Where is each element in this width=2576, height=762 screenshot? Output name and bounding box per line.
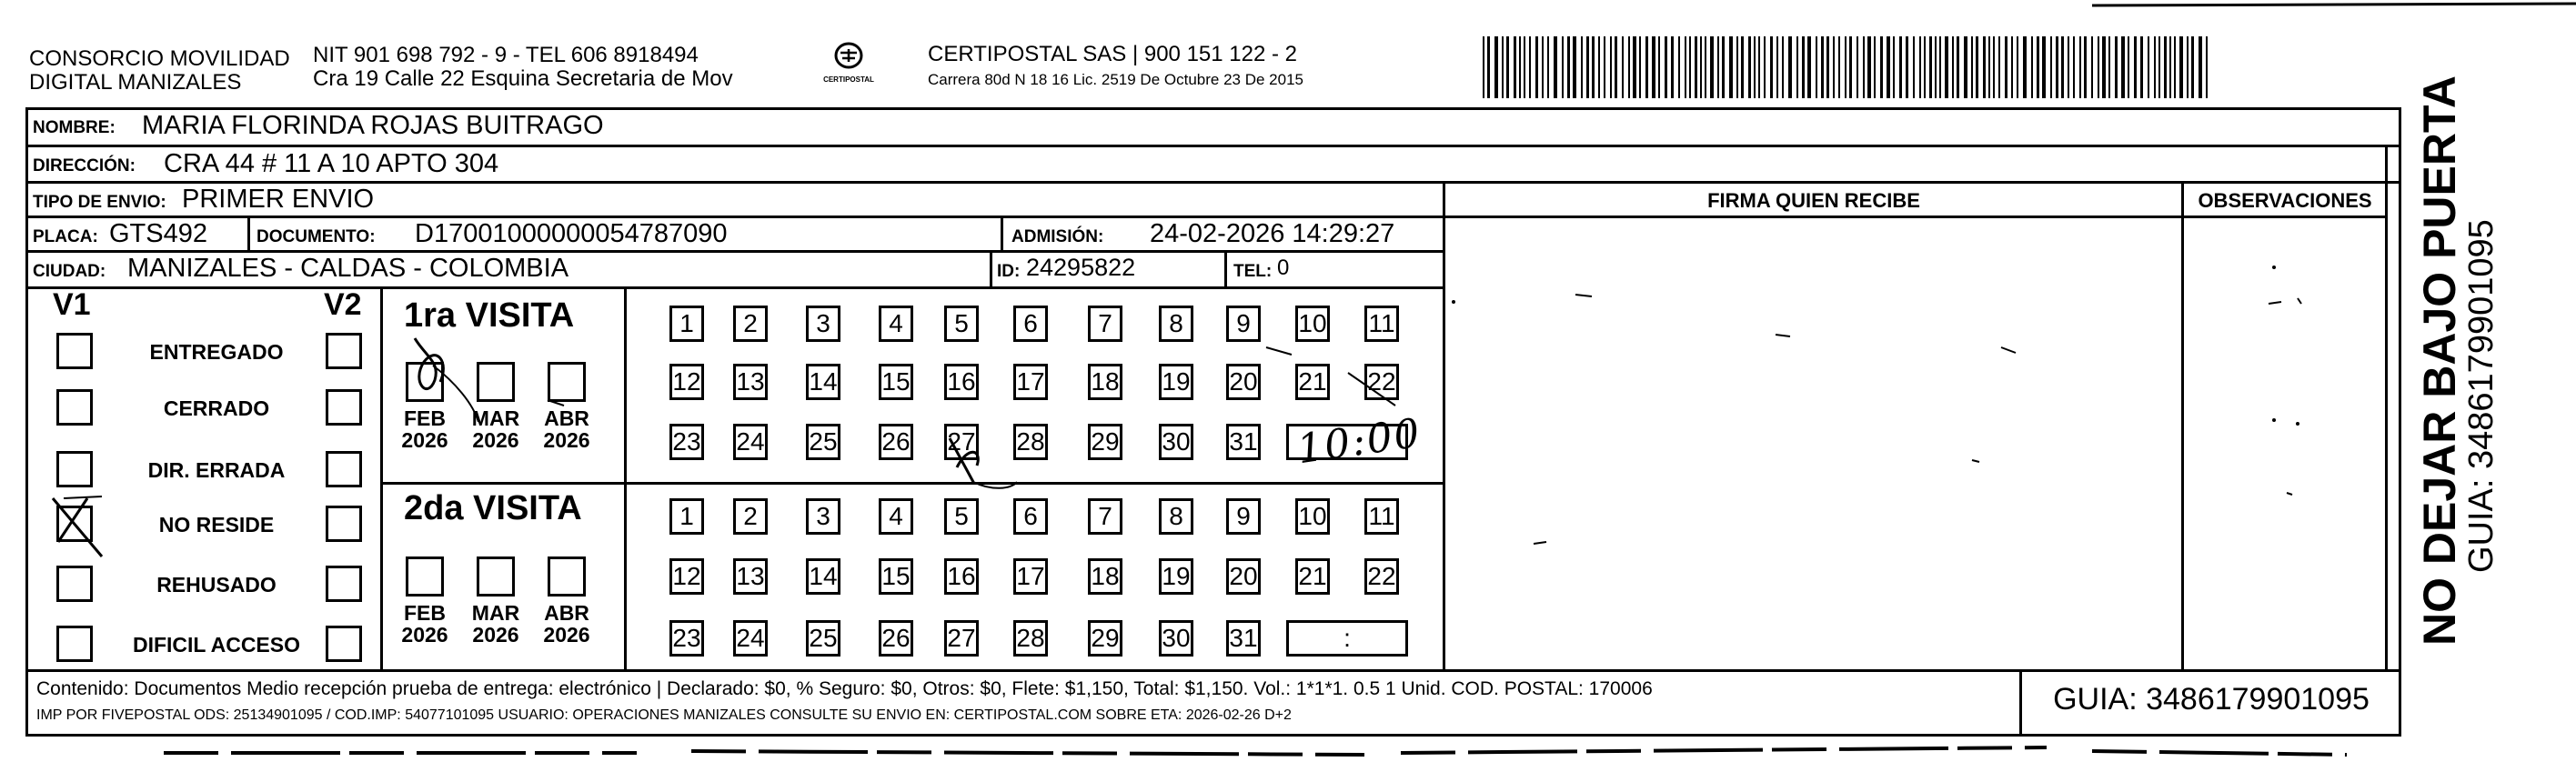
- month-year: 2026: [401, 428, 448, 452]
- top-edge: [0, 0, 2576, 11]
- day-box[interactable]: 8: [1159, 498, 1193, 535]
- month-name: FEB: [404, 406, 446, 430]
- day-box[interactable]: 23: [669, 424, 704, 460]
- tipo-label: TIPO DE ENVIO:: [33, 193, 166, 212]
- firma-header: FIRMA QUIEN RECIBE: [1707, 189, 1920, 212]
- day-box[interactable]: 31: [1226, 620, 1261, 657]
- day-box[interactable]: 3: [806, 306, 840, 342]
- day-box[interactable]: 4: [879, 498, 913, 535]
- status-option-label: CERRADO: [163, 396, 270, 420]
- day-box[interactable]: 26: [879, 620, 913, 657]
- month-name: ABR: [544, 406, 589, 430]
- documento-value: D17001000000054787090: [415, 219, 728, 248]
- day-box[interactable]: 5: [944, 498, 979, 535]
- day-box[interactable]: 30: [1159, 620, 1193, 657]
- day-box[interactable]: 9: [1226, 498, 1261, 535]
- day-box[interactable]: 6: [1013, 306, 1048, 342]
- month-year: 2026: [543, 428, 590, 452]
- day-box[interactable]: 7: [1088, 306, 1122, 342]
- placa-value: GTS492: [109, 219, 207, 248]
- day-box[interactable]: 28: [1013, 620, 1048, 657]
- courier-line-2: Carrera 80d N 18 16 Lic. 2519 De Octubre 23 De 2015: [928, 71, 1303, 88]
- day-box[interactable]: 18: [1088, 364, 1122, 400]
- day-box[interactable]: 29: [1088, 620, 1122, 657]
- day-box[interactable]: 14: [806, 558, 840, 595]
- day-box[interactable]: 24: [733, 620, 768, 657]
- day-box[interactable]: 13: [733, 558, 768, 595]
- placa-label: PLACA:: [33, 227, 98, 246]
- day-box[interactable]: 20: [1226, 558, 1261, 595]
- nombre-label: NOMBRE:: [33, 118, 116, 137]
- day-box[interactable]: 5: [944, 306, 979, 342]
- day-box[interactable]: 19: [1159, 364, 1193, 400]
- tel-value: 0: [1277, 256, 1290, 280]
- month-name: ABR: [544, 601, 589, 625]
- status-option-label: ENTREGADO: [149, 340, 284, 364]
- day-box[interactable]: 16: [944, 364, 979, 400]
- courier-line-1: CERTIPOSTAL SAS | 900 151 122 - 2: [928, 42, 1297, 66]
- day-box[interactable]: 14: [806, 364, 840, 400]
- day-box[interactable]: 4: [879, 306, 913, 342]
- day-box[interactable]: 11: [1364, 306, 1399, 342]
- day-box[interactable]: 10: [1295, 306, 1330, 342]
- logo-text: CERTIPOSTAL: [823, 75, 874, 84]
- status-option-label: DIR. ERRADA: [147, 458, 286, 482]
- nombre-value: MARIA FLORINDA ROJAS BUITRAGO: [142, 111, 604, 140]
- day-box[interactable]: 17: [1013, 558, 1048, 595]
- month-year: 2026: [543, 623, 590, 647]
- id-value: 24295822: [1026, 254, 1136, 281]
- day-box[interactable]: 17: [1013, 364, 1048, 400]
- company-line-2: DIGITAL MANIZALES: [29, 70, 242, 95]
- direccion-label: DIRECCIÓN:: [33, 156, 136, 175]
- contenido-line: Contenido: Documentos Medio recepción prueba de entrega: electrónico | Declarado: $0, % Seguro: $0, Otros: $0, Flete: $1,150, Total: $1,150. Vol.: 1*1*1. 0.5 1 Unid. COD. POSTAL: 170006: [36, 678, 1653, 699]
- day-box[interactable]: 11: [1364, 498, 1399, 535]
- ciudad-label: CIUDAD:: [33, 262, 106, 281]
- ciudad-value: MANIZALES - CALDAS - COLOMBIA: [127, 254, 569, 283]
- company-line-1: CONSORCIO MOVILIDAD: [29, 46, 290, 71]
- day-box[interactable]: 22: [1364, 364, 1399, 400]
- no-dejar-bajo-puerta: NO DEJAR BAJO PUERTA: [2414, 75, 2465, 646]
- day-box[interactable]: 24: [733, 424, 768, 460]
- status-option-label: DIFICIL ACCESO: [132, 633, 300, 657]
- day-box[interactable]: 12: [669, 558, 704, 595]
- guia-box: GUIA: 3486179901095: [2053, 682, 2370, 717]
- admision-label: ADMISIÓN:: [1011, 227, 1104, 246]
- day-box[interactable]: 18: [1088, 558, 1122, 595]
- day-box[interactable]: 15: [879, 364, 913, 400]
- day-box[interactable]: 22: [1364, 558, 1399, 595]
- torn-edge: [0, 738, 2576, 762]
- day-box[interactable]: 27: [944, 424, 979, 460]
- day-box[interactable]: 20: [1226, 364, 1261, 400]
- day-box[interactable]: 9: [1226, 306, 1261, 342]
- second-visit-title: 2da VISITA: [404, 489, 582, 527]
- v1-header: V1: [53, 287, 91, 322]
- day-box[interactable]: 21: [1295, 558, 1330, 595]
- day-box[interactable]: 10: [1295, 498, 1330, 535]
- nit-line: NIT 901 698 792 - 9 - TEL 606 8918494: [313, 43, 699, 67]
- status-option-label: NO RESIDE: [158, 513, 275, 536]
- direccion-value: CRA 44 # 11 A 10 APTO 304: [164, 149, 499, 178]
- day-box[interactable]: 16: [944, 558, 979, 595]
- day-box[interactable]: 28: [1013, 424, 1048, 460]
- day-box[interactable]: 6: [1013, 498, 1048, 535]
- day-box[interactable]: 2: [733, 498, 768, 535]
- day-box[interactable]: 21: [1295, 364, 1330, 400]
- day-box[interactable]: 2: [733, 306, 768, 342]
- handwritten-time: 10:00: [1294, 409, 1424, 474]
- day-box[interactable]: 23: [669, 620, 704, 657]
- imp-line: IMP POR FIVEPOSTAL ODS: 25134901095 / COD.IMP: 54077101095 USUARIO: OPERACIONES MANIZALES CONSULTE SU ENVIO EN: CERTIPOSTAL.COM SOBRE ETA: 2026-02-26 D+2: [36, 707, 1292, 723]
- id-label: ID:: [997, 262, 1021, 281]
- day-box[interactable]: 31: [1226, 424, 1261, 460]
- day-box[interactable]: 1: [669, 306, 704, 342]
- day-box[interactable]: 8: [1159, 306, 1193, 342]
- month-year: 2026: [472, 428, 519, 452]
- day-box[interactable]: 15: [879, 558, 913, 595]
- day-box[interactable]: 26: [879, 424, 913, 460]
- documento-label: DOCUMENTO:: [257, 227, 376, 246]
- day-box[interactable]: 25: [806, 620, 840, 657]
- v2-header: V2: [324, 287, 362, 322]
- month-name: MAR: [471, 406, 520, 430]
- tel-label: TEL:: [1233, 262, 1273, 281]
- address-line: Cra 19 Calle 22 Esquina Secretaria de Mov: [313, 66, 733, 91]
- day-box[interactable]: 27: [944, 620, 979, 657]
- day-box[interactable]: 3: [806, 498, 840, 535]
- day-box[interactable]: 25: [806, 424, 840, 460]
- day-box[interactable]: 29: [1088, 424, 1122, 460]
- month-year: 2026: [472, 623, 519, 647]
- side-guia: GUIA: 3486179901095: [2462, 219, 2501, 573]
- month-name: MAR: [471, 601, 520, 625]
- day-box[interactable]: 7: [1088, 498, 1122, 535]
- month-name: FEB: [404, 601, 446, 625]
- day-box[interactable]: 13: [733, 364, 768, 400]
- day-box[interactable]: 30: [1159, 424, 1193, 460]
- time-box[interactable]: :: [1286, 620, 1408, 657]
- status-option-label: REHUSADO: [156, 573, 277, 597]
- day-box[interactable]: 12: [669, 364, 704, 400]
- observaciones-header: OBSERVACIONES: [2198, 189, 2372, 212]
- day-box[interactable]: 1: [669, 498, 704, 535]
- day-box[interactable]: 19: [1159, 558, 1193, 595]
- tipo-value: PRIMER ENVIO: [182, 185, 375, 214]
- month-year: 2026: [401, 623, 448, 647]
- admision-value: 24-02-2026 14:29:27: [1150, 219, 1395, 248]
- first-visit-title: 1ra VISITA: [404, 296, 575, 335]
